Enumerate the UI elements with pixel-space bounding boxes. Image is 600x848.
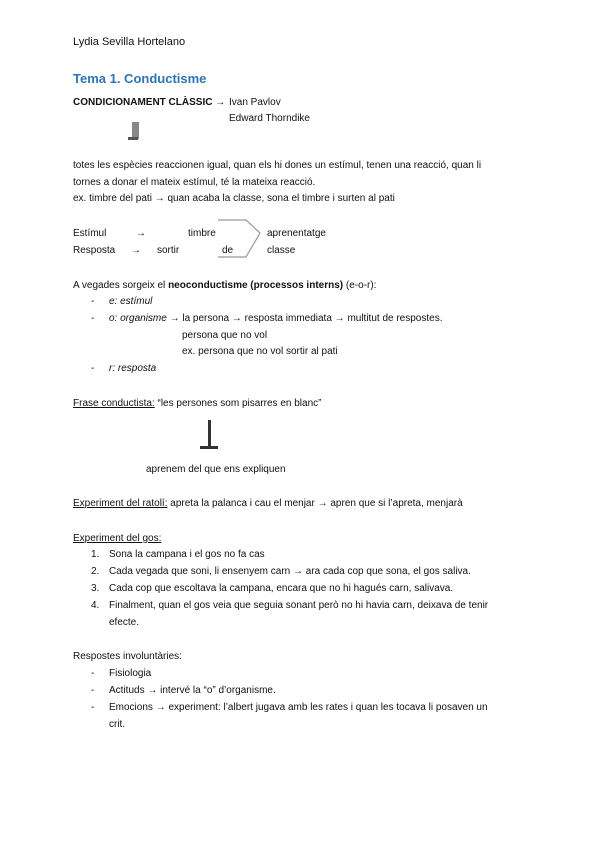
phrase-arrow-base <box>200 446 218 449</box>
dog-item-0-num: 1. <box>91 549 100 560</box>
neo-bold: neoconductisme (processos interns) <box>168 280 344 291</box>
dog-label: Experiment del gos: <box>73 533 162 544</box>
rat-label: Experiment del ratolí: <box>73 498 168 509</box>
author-header: Lydia Sevilla Hortelano <box>73 36 186 48</box>
neo-sub-1: persona que no vol <box>182 330 268 341</box>
dog-item-0: Sona la campana i el gos no fa cas <box>109 549 265 560</box>
involuntary-item-0: Fisiologia <box>109 668 152 679</box>
table-r2c4: classe <box>267 245 296 256</box>
involuntary-item-2-dash: - <box>91 702 95 713</box>
neo-prefix: A vegades sorgeix el <box>73 280 169 291</box>
involuntary-item-2-cont: crit. <box>109 719 126 730</box>
arrow-icon: → <box>215 97 226 108</box>
neo-item-1 <box>109 313 443 325</box>
neo-item-0-dash: - <box>91 296 95 307</box>
page-title: Tema 1. Conductisme <box>73 71 207 86</box>
table-r1c4: aprenentatge <box>267 228 326 239</box>
neo-suffix: (e-o-r): <box>343 280 377 291</box>
involuntary-item-1: Actituds → intervé la “o” d’organisme. <box>109 685 276 696</box>
down-arrow-shaft <box>132 122 139 139</box>
dog-item-2: Cada cop que escoltava la campana, encara que no hi hagués carn, salivava. <box>109 583 454 594</box>
neo-sub-2: ex. persona que no vol sortir al pati <box>182 346 338 357</box>
neo-intro <box>73 280 376 292</box>
intro-line-2: tornes a donar el mateix estímul, té la mateixa reacció. <box>73 177 316 188</box>
down-arrow-base <box>128 137 138 140</box>
intro-line-1: totes les espècies reaccionen igual, quan els hi dones un estímul, tenen una reacció, quan li <box>73 160 482 171</box>
neo-item-2-dash: - <box>91 363 95 374</box>
conditioning-title: CONDICIONAMENT CLÀSSIC <box>73 97 213 108</box>
phrase-text: “les persones som pisarres en blanc” <box>154 398 322 409</box>
neo-item-1-rest: → la persona → resposta immediata → multitut de respostes. <box>169 313 443 324</box>
rat-text: apreta la palanca i cau el menjar → apren que si l’apreta, menjarà <box>167 498 463 509</box>
conditioning-heading <box>73 97 225 109</box>
involuntary-item-1-dash: - <box>91 685 95 696</box>
involuntary-item-2: Emocions → experiment: l’albert jugava amb les rates i quan les tocava li posaven un <box>109 702 488 713</box>
table-r1c3: timbre <box>188 228 216 239</box>
neo-item-1-dash: - <box>91 313 95 324</box>
phrase-result: aprenem del que ens expliquen <box>146 464 286 475</box>
dog-item-3-num: 4. <box>91 600 100 611</box>
neo-item-2: r: resposta <box>109 363 157 374</box>
table-r2c1: Resposta <box>73 245 116 256</box>
dog-item-3: Finalment, quan el gos veia que seguia sonant però no hi havia carn, deixava de tenir <box>109 600 489 611</box>
table-r1-arrow: → <box>136 228 146 239</box>
neo-item-0: e: estímul <box>109 296 153 307</box>
person-pavlov: Ivan Pavlov <box>229 97 281 108</box>
involuntary-heading: Respostes involuntàries: <box>73 651 182 662</box>
dog-item-3-cont: efecte. <box>109 617 140 628</box>
dog-item-1: Cada vegada que soni, li ensenyem carn → ara cada cop que sona, el gos saliva. <box>109 566 471 577</box>
involuntary-item-0-dash: - <box>91 668 95 679</box>
intro-example: ex. timbre del pati → quan acaba la classe, sona el timbre i surten al pati <box>73 193 395 204</box>
table-r2c3b: de <box>222 245 234 256</box>
phrase-line <box>73 398 321 410</box>
dog-item-1-num: 2. <box>91 566 100 577</box>
rat-line <box>73 498 463 510</box>
table-r2c3: sortir <box>157 245 180 256</box>
table-r1c1: Estímul <box>73 228 107 239</box>
person-thorndike: Edward Thorndike <box>229 113 310 124</box>
phrase-label: Frase conductista: <box>73 398 155 409</box>
table-r2-arrow: → <box>131 245 141 256</box>
dog-item-2-num: 3. <box>91 583 100 594</box>
neo-item-1-label: o: organisme <box>109 313 167 324</box>
phrase-arrow-shaft <box>208 420 211 448</box>
